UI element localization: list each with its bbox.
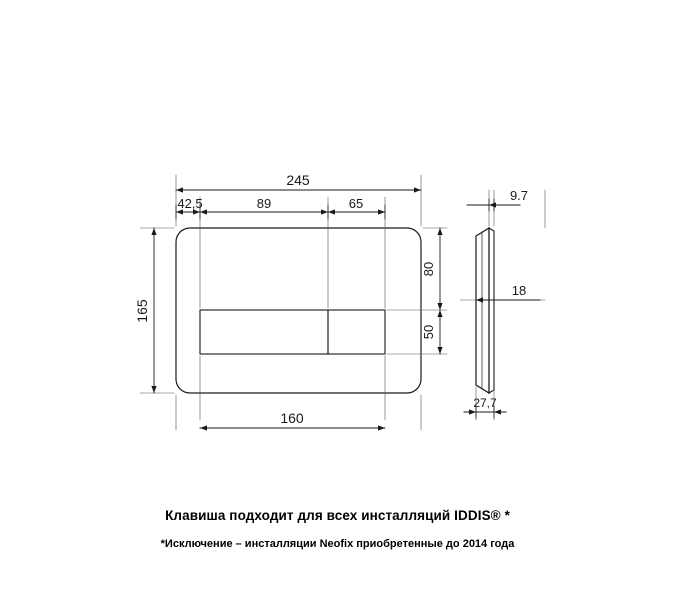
dim-text-27-7: 27,7	[473, 396, 497, 410]
dim-text-9-7: 9.7	[509, 188, 529, 203]
caption-note: *Исключение – инсталляции Neofix приобретенные до 2014 года	[160, 538, 515, 550]
dim-text-50: 50	[421, 324, 436, 340]
dim-text-165: 165	[134, 299, 150, 323]
side-profile-face	[489, 228, 494, 393]
dim-text-245: 245	[286, 172, 310, 188]
dim-text-18: 18	[511, 283, 527, 298]
dim-text-65: 65	[348, 196, 364, 211]
dim-text-89: 89	[256, 196, 272, 211]
dim-text-160: 160	[280, 410, 304, 426]
dim-text-42-5: 42,5	[177, 196, 203, 211]
dim-text-80: 80	[421, 261, 436, 277]
button-right	[328, 310, 385, 354]
caption-main: Клавиша подходит для всех инсталляций IDDIS® *	[165, 508, 510, 523]
side-profile-outline	[476, 228, 489, 393]
button-left	[200, 310, 328, 354]
